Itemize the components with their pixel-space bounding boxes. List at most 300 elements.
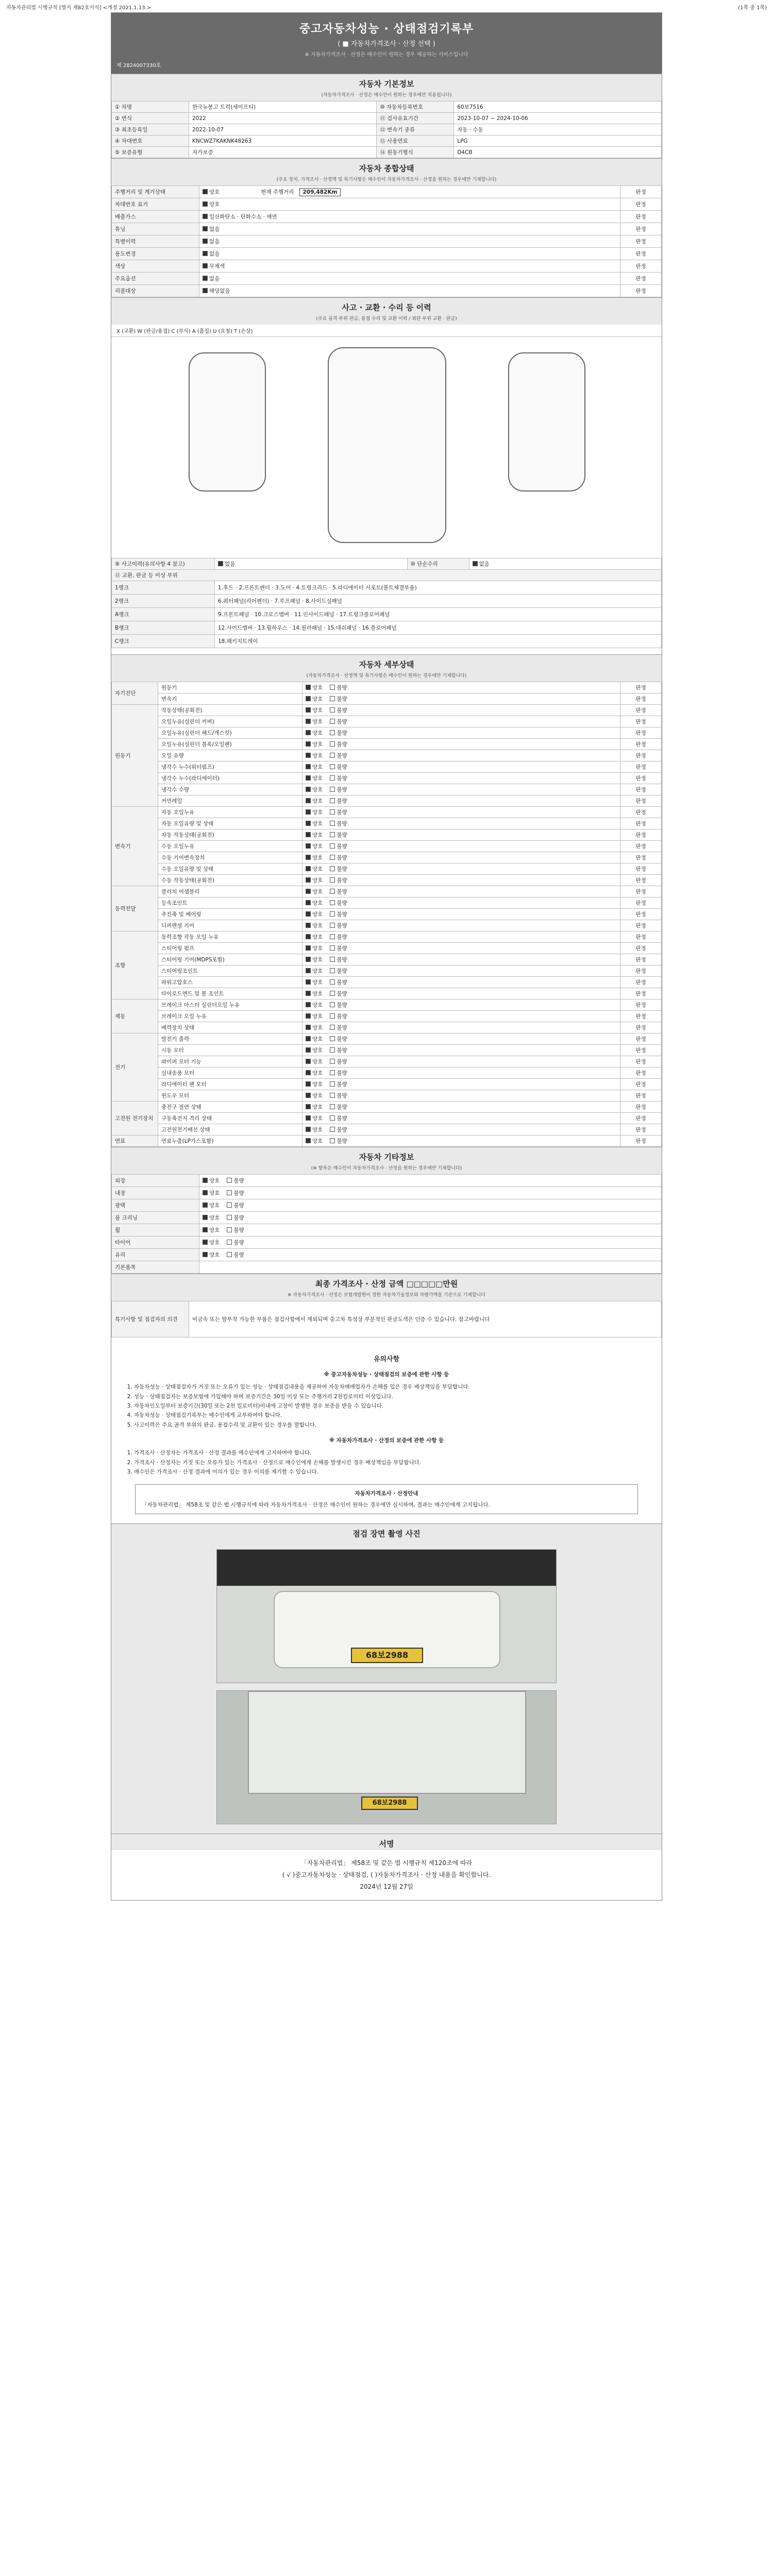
bad-label: 불량: [233, 1252, 244, 1258]
judge-cell: 판정: [620, 852, 662, 863]
detail-item: 수동 기어변속장치: [158, 852, 303, 863]
ok-label: 양호: [209, 1202, 220, 1209]
ok-label: 양호: [312, 1013, 323, 1020]
ok-label: 양호: [209, 1227, 220, 1233]
detail-item: 자동 오일누유: [158, 807, 303, 818]
detail-item: 스티어링조인트: [158, 965, 303, 977]
bad-label: 불량: [337, 730, 347, 736]
overall-state: 없음: [209, 251, 220, 257]
bad-label: 불량: [337, 979, 347, 986]
detail-item: 냉각수 누수(라디에이터): [158, 773, 303, 784]
overall-row: [112, 260, 662, 273]
overall-row: [112, 273, 662, 285]
judge-cell: 판정: [620, 1067, 662, 1079]
checkbox-icon: [306, 764, 311, 769]
basic-value: KNCWZ7KAKNK48263: [189, 135, 377, 147]
pricing-guide-box: [135, 1484, 638, 1515]
overall-label: 색상: [112, 260, 199, 273]
detail-item: 수동 오일누유: [158, 841, 303, 852]
detail-row: [112, 1033, 662, 1045]
other-row: [112, 1212, 662, 1224]
checkbox-icon: [306, 1059, 311, 1064]
judge-cell: 판정: [620, 739, 662, 750]
ok-label: 양호: [312, 855, 323, 861]
checkbox-icon: [330, 900, 335, 905]
overall-state: 해당없음: [209, 288, 230, 294]
judge-cell: 판정: [620, 285, 662, 297]
other-label: 유리: [112, 1249, 199, 1261]
checkbox-icon: [306, 707, 311, 713]
notice-heading-1: ※ 중고자동차성능 · 상태점검의 보증에 관한 사항 등: [324, 1371, 449, 1378]
detail-group: 변속기: [112, 807, 158, 886]
pricing-guide-title: 자동차가격조사 · 산정안내: [355, 1490, 418, 1497]
ok-label: 양호: [312, 1127, 323, 1133]
rank-label: B랭크: [112, 621, 215, 635]
checkbox-icon: [306, 991, 311, 996]
bad-label: 불량: [337, 945, 347, 952]
detail-row: [112, 909, 662, 920]
notice-item: 4. 자동차성능 · 상태점검기록부는 매수인에게 교부하여야 합니다.: [134, 1411, 648, 1420]
overall-state: 없음: [209, 226, 220, 232]
detail-item: 수동 오일유량 및 상태: [158, 863, 303, 875]
checkbox-icon: [330, 877, 335, 883]
notice-item: 2. 성능 · 상태점검자는 보증보험에 가입해야 하며 보증기간은 30일 이상 또는 주행거리 2천킬로미터 이상입니다.: [134, 1392, 648, 1401]
ok-label: 양호: [312, 1115, 323, 1122]
basic-info-table: [111, 101, 662, 158]
checkbox-icon: [227, 1240, 232, 1245]
rear-photo: [216, 1690, 557, 1824]
detail-item: 충전구 절연 상태: [158, 1101, 303, 1113]
overall-state: 일산화탄소 · 탄화수소 · 매연: [209, 214, 277, 220]
detail-table: [111, 682, 662, 1147]
bad-label: 불량: [337, 889, 347, 895]
bad-label: 불량: [337, 1104, 347, 1110]
basic-label: ⑪ 검사유효기간: [377, 113, 454, 124]
bad-label: 불량: [337, 1115, 347, 1122]
checkbox-icon: [330, 1036, 335, 1041]
bad-label: 불량: [337, 741, 347, 748]
pricing-guide-text: 「자동차관리법」 제58조 및 같은 법 시행규칙에 따라 자동차가격조사 · 산정은 매수인이 원하는 경우에만 실시하며, 결과는 매수인에게 고지됩니다.: [142, 1501, 490, 1508]
ok-label: 양호: [312, 866, 323, 872]
other-label: 타이어: [112, 1236, 199, 1249]
checkbox-icon: [306, 866, 311, 871]
detail-item: 연료누출(LP가스포함): [158, 1136, 303, 1147]
detail-row: [112, 1136, 662, 1147]
judge-cell: 판정: [620, 705, 662, 716]
bad-label: 불량: [337, 1002, 347, 1008]
detail-row: [112, 931, 662, 943]
ok-label: 양호: [312, 730, 323, 736]
checkbox-icon: [203, 1178, 208, 1183]
accident-legend: X (교환) W (판금/용접) C (부식) A (흠집) U (요철) T (손상): [116, 329, 253, 334]
bad-label: 불량: [337, 1047, 347, 1054]
detail-group: 연료: [112, 1136, 158, 1147]
overall-label: 리콜대상: [112, 285, 199, 297]
notice-item: 3. 매수인은 가격조사 · 산정 결과에 이의가 있는 경우 이의를 제기할 수 있습니다.: [134, 1467, 648, 1477]
detail-item: 구동축전지 격리 상태: [158, 1113, 303, 1124]
checkbox-icon: [330, 957, 335, 962]
overall-title: 자동차 종합상태: [111, 158, 662, 175]
bad-label: 불량: [233, 1215, 244, 1221]
price-note: ※ 자동차가격조사 · 산정은 보험개발원이 정한 자동차기술정보와 차량가액을 기준으로 기재합니다: [111, 1290, 662, 1301]
ok-label: 양호: [312, 1070, 323, 1076]
sign-title: 서명: [111, 1834, 662, 1850]
bad-label: 불량: [337, 1138, 347, 1144]
checkbox-icon: [227, 1202, 232, 1208]
checkbox-icon: [306, 1002, 311, 1007]
checkbox-icon: [203, 1240, 208, 1245]
checkbox-icon: [330, 968, 335, 973]
checkbox-icon: [330, 787, 335, 792]
detail-item: 실내송풍 모터: [158, 1067, 303, 1079]
basic-label: ⑫ 변속기 종류: [377, 124, 454, 135]
judge-cell: 판정: [620, 750, 662, 761]
checkbox-icon: [330, 1138, 335, 1143]
judge-cell: 판정: [620, 273, 662, 285]
other-label: 외장: [112, 1175, 199, 1187]
rank-row: [112, 595, 662, 608]
bad-label: 불량: [337, 843, 347, 850]
checkbox-icon: [203, 201, 208, 207]
ok-label: 양호: [312, 957, 323, 963]
ok-label: 양호: [312, 923, 323, 929]
checkbox-icon: [330, 1013, 335, 1019]
ok-label: 양호: [312, 934, 323, 940]
ok-label: 양호: [312, 1104, 323, 1110]
checkbox-icon: [330, 979, 335, 985]
checkbox-icon: [330, 945, 335, 951]
checkbox-icon: [330, 1081, 335, 1087]
rank-items: 12.사이드멤버 · 13.휠하우스 · 14.필러패널 · 15.대쉬패널 · 16.플로어패널: [215, 621, 662, 635]
bad-label: 불량: [337, 696, 347, 702]
judge-cell: 판정: [620, 829, 662, 841]
bad-label: 불량: [337, 911, 347, 918]
checkbox-icon: [227, 1252, 232, 1257]
judge-cell: 판정: [620, 1045, 662, 1056]
ok-label: 양호: [312, 1138, 323, 1144]
detail-row: [112, 739, 662, 750]
checkbox-icon: [203, 1202, 208, 1208]
basic-items-label: 기본품목: [112, 1261, 199, 1274]
ok-label: 양호: [312, 889, 323, 895]
car-front-view: [189, 352, 266, 492]
ok-label: 양호: [209, 1252, 220, 1258]
bad-label: 불량: [337, 1093, 347, 1099]
judge-cell: 판정: [620, 1124, 662, 1136]
checkbox-icon: [306, 1115, 311, 1121]
checkbox-icon: [306, 900, 311, 905]
judge-cell: 판정: [620, 909, 662, 920]
detail-row: [112, 1113, 662, 1124]
price-amount: □□□□□만원: [406, 1279, 458, 1289]
overall-row: [112, 285, 662, 297]
other-row: [112, 1175, 662, 1187]
ok-label: 양호: [312, 696, 323, 702]
detail-row: [112, 750, 662, 761]
notice-item: 3. 자동차인도일부터 보증기간(30일 또는 2천 킬로미터)이내에 고장이 발생한 경우 보증을 받을 수 있습니다.: [134, 1401, 648, 1411]
ok-label: 양호: [312, 991, 323, 997]
detail-row: [112, 852, 662, 863]
checkbox-icon: [203, 1252, 208, 1257]
checkbox-icon: [306, 753, 311, 758]
judge-cell: 판정: [620, 1079, 662, 1090]
checkbox-icon: [218, 561, 223, 566]
basic-row: [112, 113, 662, 124]
checkbox-icon: [306, 685, 311, 690]
overall-label: 특별이력: [112, 235, 199, 248]
bad-label: 불량: [233, 1240, 244, 1246]
basic-label: ⑤ 보증유형: [112, 147, 189, 158]
bad-label: 불량: [337, 866, 347, 872]
checkbox-icon: [306, 1036, 311, 1041]
checkbox-icon: [330, 753, 335, 758]
checkbox-icon: [330, 923, 335, 928]
judge-cell: 판정: [620, 886, 662, 897]
detail-item: 오일 유량: [158, 750, 303, 761]
ok-label: 양호: [312, 798, 323, 804]
detail-item: 발전기 출력: [158, 1033, 303, 1045]
judge-cell: 판정: [620, 977, 662, 988]
basic-value: 한국뉴봉고 트럭(세이프티): [189, 101, 377, 113]
accident-table: [111, 558, 662, 648]
overall-row: [112, 223, 662, 235]
overall-state: 없음: [209, 276, 220, 282]
detail-group: 제동: [112, 999, 158, 1033]
bad-label: 불량: [337, 821, 347, 827]
basic-info-note: (자동차가격조사 · 산정은 매수인이 원하는 경우에만 적용됩니다): [111, 90, 662, 101]
rank-row: [112, 608, 662, 621]
checkbox-icon: [306, 832, 311, 837]
detail-item: 냉각수 수량: [158, 784, 303, 795]
checkbox-icon: [330, 1093, 335, 1098]
bad-label: 불량: [337, 719, 347, 725]
other-row: [112, 1236, 662, 1249]
detail-row: [112, 818, 662, 829]
checkbox-icon: [306, 1047, 311, 1053]
notice-title: 유의사항: [373, 1355, 400, 1363]
detail-item: 클러치 어셈블리: [158, 886, 303, 897]
page-count: (1쪽 중 1쪽): [738, 5, 767, 11]
checkbox-icon: [330, 1115, 335, 1121]
bad-label: 불량: [337, 753, 347, 759]
ok-label: 양호: [209, 1215, 220, 1221]
overall-row: [112, 211, 662, 223]
detail-row: [112, 693, 662, 705]
checkbox-icon: [227, 1215, 232, 1220]
checkbox-icon: [306, 1138, 311, 1143]
checkbox-icon: [203, 189, 208, 194]
notice-item: 1. 가격조사 · 산정자는 가격조사 · 산정 결과를 매수인에게 고지하여야 합니다.: [134, 1448, 648, 1458]
bad-label: 불량: [337, 968, 347, 974]
overall-row: [112, 248, 662, 260]
checkbox-icon: [330, 821, 335, 826]
basic-value: D4CB: [454, 147, 662, 158]
judge-cell: 판정: [620, 897, 662, 909]
ok-label: 양호: [312, 821, 323, 827]
judge-cell: 판정: [620, 682, 662, 693]
rank-label: C랭크: [112, 635, 215, 648]
bad-label: 불량: [337, 923, 347, 929]
other-label: 내장: [112, 1187, 199, 1199]
judge-cell: 판정: [620, 818, 662, 829]
ok-label: 양호: [312, 1093, 323, 1099]
ok-label: 양호: [312, 1059, 323, 1065]
detail-item: 디퍼렌셜 기어: [158, 920, 303, 931]
judge-cell: 판정: [620, 931, 662, 943]
car-rear-view: [508, 352, 585, 492]
basic-value: 60보7516: [454, 101, 662, 113]
detail-row: [112, 807, 662, 818]
detail-row: [112, 1056, 662, 1067]
detail-row: [112, 954, 662, 965]
notice-heading-2: ※ 자동차가격조사 · 산정의 보증에 관한 사항 등: [329, 1437, 444, 1444]
sign-section: [111, 1850, 662, 1900]
bad-label: 불량: [233, 1227, 244, 1233]
overall-state: 양호: [209, 201, 220, 208]
checkbox-icon: [306, 877, 311, 883]
checkbox-icon: [330, 696, 335, 701]
detail-item: 타이로드엔드 및 볼 조인트: [158, 988, 303, 999]
checkbox-icon: [306, 968, 311, 973]
judge-cell: 판정: [620, 920, 662, 931]
photo-section: [111, 1540, 662, 1834]
checkbox-icon: [227, 1190, 232, 1195]
bad-label: 불량: [337, 809, 347, 816]
record-title: 중고자동차성능 · 상태점검기록부: [299, 23, 474, 36]
checkbox-icon: [330, 685, 335, 690]
judge-cell: 판정: [620, 211, 662, 223]
ok-label: 양호: [312, 1036, 323, 1042]
checkbox-icon: [306, 1025, 311, 1030]
form-reference: 자동차관리법 시행규칙 [별지 제82호서식] <개정 2021.1.13.>: [6, 5, 152, 11]
ok-label: 양호: [312, 741, 323, 748]
rear-license-plate: 68보2988: [361, 1797, 418, 1810]
record-number: 제 2824007330호: [116, 63, 161, 69]
sign-date: 2024년 12월 27일: [360, 1883, 413, 1890]
checkbox-icon: [203, 276, 208, 281]
checkbox-icon: [306, 843, 311, 849]
overall-label: 주행거리 및 계기상태: [112, 186, 199, 198]
detail-row: [112, 716, 662, 727]
detail-row: [112, 1101, 662, 1113]
bad-label: 불량: [337, 934, 347, 940]
detail-row: [112, 965, 662, 977]
checkbox-icon: [203, 251, 208, 256]
overall-table: [111, 185, 662, 297]
checkbox-icon: [306, 798, 311, 803]
bad-label: 불량: [337, 1127, 347, 1133]
overall-state: 없음: [209, 239, 220, 245]
overall-row: [112, 235, 662, 248]
checkbox-icon: [306, 979, 311, 985]
checkbox-icon: [306, 719, 311, 724]
judge-cell: 판정: [620, 727, 662, 739]
checkbox-icon: [330, 707, 335, 713]
judge-cell: 판정: [620, 761, 662, 773]
judge-cell: 판정: [620, 1113, 662, 1124]
detail-row: [112, 784, 662, 795]
detail-row: [112, 875, 662, 886]
detail-item: 윈도우 모터: [158, 1090, 303, 1101]
detail-row: [112, 841, 662, 852]
basic-value: 2023-10-07 ~ 2024-10-06: [454, 113, 662, 124]
bad-label: 불량: [337, 1013, 347, 1020]
accident-title: 사고 · 교환 · 수리 등 이력: [111, 297, 662, 314]
detail-row: [112, 920, 662, 931]
checkbox-icon: [330, 719, 335, 724]
checkbox-icon: [330, 911, 335, 917]
detail-item: 자동 작동상태(공회전): [158, 829, 303, 841]
detail-group: 자기진단: [112, 682, 158, 705]
accident-history-value: 없음: [225, 561, 236, 567]
bad-label: 불량: [337, 685, 347, 691]
detail-item: 등속조인트: [158, 897, 303, 909]
photo-top-shade: [217, 1550, 556, 1586]
judge-cell: 판정: [620, 841, 662, 852]
checkbox-icon: [330, 1070, 335, 1075]
ok-label: 양호: [312, 945, 323, 952]
basic-row: [112, 124, 662, 135]
ok-label: 양호: [312, 707, 323, 714]
record-sheet: [111, 12, 662, 1901]
detail-item: 고전원전기배선 상태: [158, 1124, 303, 1136]
rank-label: 1랭크: [112, 581, 215, 595]
checkbox-icon: [306, 1070, 311, 1075]
notice-item: 1. 자동차성능 · 상태점검자가 거짓 또는 오류가 있는 성능 · 상태점검내용을 제공하여 자동차매매업자가 손해를 입은 경우 배상책임을 부담합니다.: [134, 1382, 648, 1392]
rank-label: A랭크: [112, 608, 215, 621]
ok-label: 양호: [209, 1190, 220, 1196]
checkbox-icon: [330, 1127, 335, 1132]
detail-item: 오일누유(실린더 헤드/개스킷): [158, 727, 303, 739]
basic-value: 자가보증: [189, 147, 377, 158]
bad-label: 불량: [337, 855, 347, 861]
judge-cell: 판정: [620, 186, 662, 198]
detail-item: 수동 작동상태(공회전): [158, 875, 303, 886]
judge-cell: 판정: [620, 863, 662, 875]
bad-label: 불량: [337, 798, 347, 804]
ok-label: 양호: [312, 775, 323, 782]
detail-group: 전기: [112, 1033, 158, 1101]
checkbox-icon: [330, 1002, 335, 1007]
bad-label: 불량: [337, 957, 347, 963]
bad-label: 불량: [337, 787, 347, 793]
vehicle-diagram: [111, 336, 662, 558]
ok-label: 양호: [312, 832, 323, 838]
checkbox-icon: [330, 889, 335, 894]
detail-item: 동력조향 작동 오일 누유: [158, 931, 303, 943]
simple-repair-value: 없음: [479, 561, 490, 567]
judge-cell: 판정: [620, 260, 662, 273]
judge-cell: 판정: [620, 1090, 662, 1101]
other-row: [112, 1261, 662, 1274]
other-row: [112, 1199, 662, 1212]
checkbox-icon: [330, 866, 335, 871]
checkbox-icon: [330, 1047, 335, 1053]
detail-group: 조향: [112, 931, 158, 999]
detail-row: [112, 761, 662, 773]
notice-section: [111, 1344, 662, 1523]
checkbox-icon: [203, 1227, 208, 1232]
basic-row: [112, 101, 662, 113]
other-info-note: (※ 항목은 매수인이 자동차가격조사 · 산정을 원하는 경우에만 기재합니다): [111, 1163, 662, 1174]
checkbox-icon: [306, 945, 311, 951]
checkbox-icon: [473, 561, 478, 566]
bad-label: 불량: [233, 1202, 244, 1209]
judge-cell: 판정: [620, 965, 662, 977]
checkbox-icon: [330, 775, 335, 781]
judge-cell: 판정: [620, 795, 662, 807]
checkbox-icon: [330, 764, 335, 769]
